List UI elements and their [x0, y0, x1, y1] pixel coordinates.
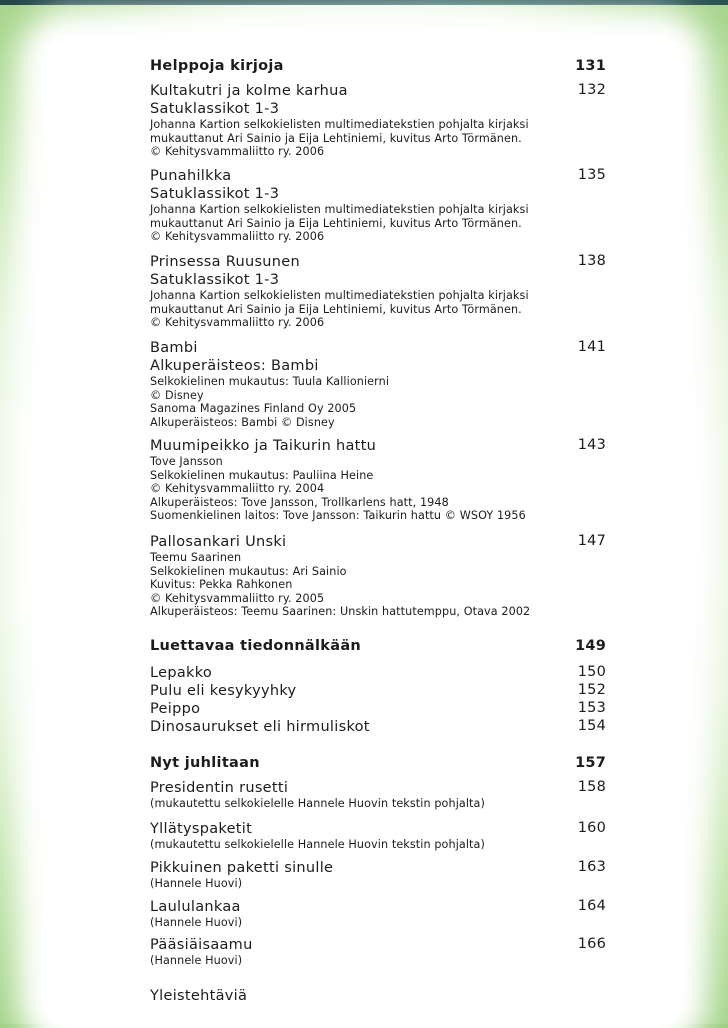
toc-entry[interactable]: [150, 700, 606, 719]
toc-entry[interactable]: [150, 718, 606, 737]
section-page-number: 149: [575, 638, 606, 654]
section-heading[interactable]: [150, 638, 606, 654]
entry-detail: Alkuperäisteos: Teemu Saarinen: Unskin hattutemppu, Otava 2002: [150, 605, 531, 619]
entry-detail: (Hannele Huovi): [150, 916, 243, 929]
section-title: Luettavaa tiedonnälkään: [150, 638, 362, 654]
entry-title: Dinosaurukset eli hirmuliskot: [150, 719, 370, 735]
entry-detail: © Kehitysvammaliitto ry. 2004: [150, 482, 325, 496]
toc-entry[interactable]: [150, 253, 606, 330]
entry-detail: Suomenkielinen laitos: Tove Jansson: Taikurin hattu © WSOY 1956: [150, 509, 526, 523]
entry-page-number: 150: [577, 664, 606, 680]
entry-subtitle: Satuklassikot 1-3: [150, 272, 280, 288]
toc-entry[interactable]: [150, 898, 606, 930]
entry-detail: Kuvitus: Pekka Rahkonen: [150, 578, 293, 592]
entry-detail: Johanna Kartion selkokielisten multimediatekstien pohjalta kirjaksi: [150, 289, 529, 302]
entry-title: Prinsessa Ruusunen: [150, 254, 300, 270]
entry-title: Pääsiäisaamu: [150, 937, 253, 953]
entry-page-number: 132: [577, 82, 606, 98]
entry-detail: mukauttanut Ari Sainio ja Eija Lehtiniemi, kuvitus Arto Törmänen.: [150, 302, 522, 316]
entry-detail: Tove Jansson: [150, 455, 223, 468]
entry-title: Laululankaa: [150, 899, 241, 915]
entry-subtitle: Satuklassikot 1-3: [150, 186, 280, 202]
entry-page-number: 154: [577, 718, 606, 734]
entry-title: Kultakutri ja kolme karhua: [150, 83, 348, 99]
toc-entry[interactable]: [150, 339, 606, 429]
entry-detail: mukauttanut Ari Sainio ja Eija Lehtiniemi, kuvitus Arto Törmänen.: [150, 131, 522, 145]
entry-detail: © Kehitysvammaliitto ry. 2006: [150, 230, 325, 244]
section-page-number: 157: [575, 755, 606, 771]
entry-page-number: 153: [577, 700, 606, 716]
toc-entry[interactable]: [150, 533, 606, 619]
entry-title: Presidentin rusetti: [150, 780, 289, 796]
toc-entry[interactable]: [150, 859, 606, 891]
entry-subtitle: Satuklassikot 1-3: [150, 101, 280, 117]
toc-entry[interactable]: [150, 779, 606, 811]
entry-page-number: 141: [577, 339, 606, 355]
entry-title: Yllätyspaketit: [150, 821, 253, 837]
toc-entry[interactable]: [150, 820, 606, 852]
toc-entry[interactable]: [150, 167, 606, 244]
entry-title: Pallosankari Unski: [150, 534, 287, 550]
entry-detail: Selkokielinen mukautus: Tuula Kallionierni: [150, 375, 390, 388]
section-title: Nyt juhlitaan: [150, 755, 260, 771]
toc-entry[interactable]: [150, 664, 606, 683]
entry-page-number: 160: [577, 820, 606, 836]
entry-page-number: 138: [577, 253, 606, 269]
entry-detail: © Kehitysvammaliitto ry. 2005: [150, 591, 325, 605]
entry-detail: Alkuperäisteos: Bambi © Disney: [150, 415, 335, 429]
entry-detail: © Kehitysvammaliitto ry. 2006: [150, 145, 325, 159]
entry-detail: (mukautettu selkokielelle Hannele Huovin tekstin pohjalta): [150, 797, 485, 810]
section-heading[interactable]: [150, 58, 606, 74]
entry-detail: Sanoma Magazines Finland Oy 2005: [150, 402, 357, 416]
entry-detail: (Hannele Huovi): [150, 954, 243, 967]
entry-page-number: 163: [577, 859, 606, 875]
entry-detail: (mukautettu selkokielelle Hannele Huovin tekstin pohjalta): [150, 838, 485, 851]
entry-detail: Johanna Kartion selkokielisten multimediatekstien pohjalta kirjaksi: [150, 203, 529, 216]
entry-detail: (Hannele Huovi): [150, 877, 243, 890]
entry-page-number: 152: [577, 682, 606, 698]
entry-title: Pikkuinen paketti sinulle: [150, 860, 334, 876]
toc-entry[interactable]: [150, 437, 606, 523]
entry-detail: mukauttanut Ari Sainio ja Eija Lehtiniemi, kuvitus Arto Törmänen.: [150, 216, 522, 230]
toc-entry[interactable]: [150, 682, 606, 701]
entry-page-number: 166: [577, 936, 606, 952]
entry-detail: Teemu Saarinen: [150, 551, 242, 564]
entry-subtitle: Alkuperäisteos: Bambi: [150, 358, 319, 374]
entry-page-number: 164: [577, 898, 606, 914]
entry-detail: © Kehitysvammaliitto ry. 2006: [150, 316, 325, 330]
entry-title: Lepakko: [150, 665, 213, 681]
entry-title: Peippo: [150, 701, 201, 717]
entry-detail: Johanna Kartion selkokielisten multimediatekstien pohjalta kirjaksi: [150, 118, 529, 131]
entry-title: Punahilkka: [150, 168, 232, 184]
footer-section-title[interactable]: Yleistehtäviä: [150, 988, 248, 1004]
entry-detail: Selkokielinen mukautus: Ari Sainio: [150, 564, 347, 578]
section-page-number: 131: [575, 58, 606, 74]
entry-title: Pulu eli kesykyyhky: [150, 683, 297, 699]
section-heading[interactable]: [150, 755, 606, 771]
entry-page-number: 143: [577, 437, 606, 453]
toc-entry[interactable]: [150, 936, 606, 968]
entry-detail: © Disney: [150, 388, 204, 402]
entry-page-number: 158: [577, 779, 606, 795]
section-title: Helppoja kirjoja: [150, 58, 284, 74]
entry-title: Muumipeikko ja Taikurin hattu: [150, 438, 377, 454]
entry-page-number: 135: [577, 167, 606, 183]
entry-detail: Alkuperäisteos: Tove Jansson, Trollkarlens hatt, 1948: [150, 495, 449, 509]
entry-detail: Selkokielinen mukautus: Pauliina Heine: [150, 468, 374, 482]
entry-title: Bambi: [150, 340, 198, 356]
toc-entry[interactable]: [150, 82, 606, 159]
entry-page-number: 147: [577, 533, 606, 549]
